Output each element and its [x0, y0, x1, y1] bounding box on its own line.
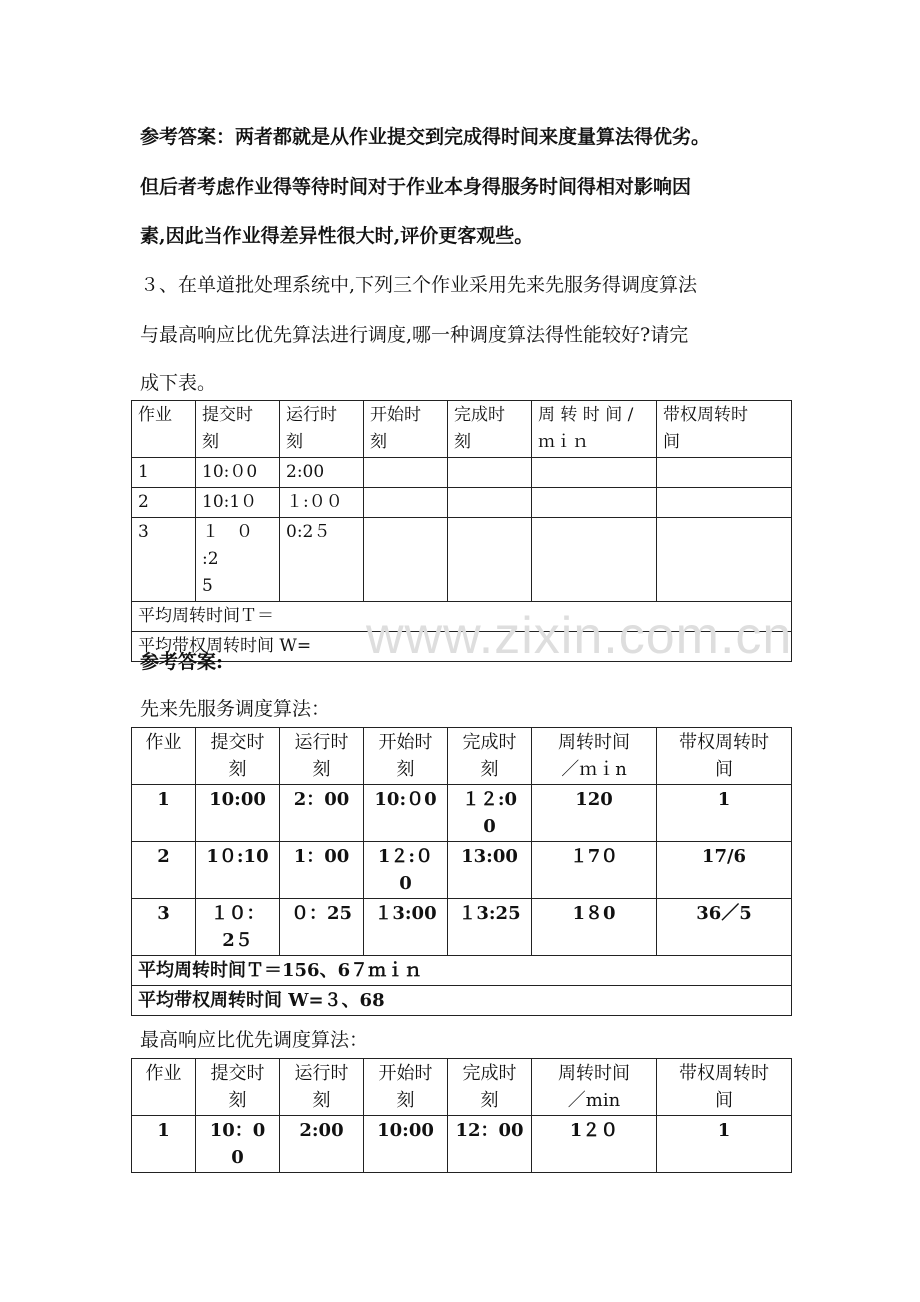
blank-table-cell [364, 518, 448, 602]
cell-line: 5 [202, 576, 213, 596]
answer1-line2: 但后者考虑作业得等待时间对于作业本身得服务时间得相对影响因 [140, 176, 692, 198]
fcfs-table-cell [657, 842, 792, 899]
fcfs-table-header-row [132, 728, 792, 785]
cell-line: 刻 [228, 1090, 247, 1111]
blank-table-cell [448, 518, 532, 602]
hrrn-table-header-cell [448, 1059, 532, 1116]
question3-line2: 与最高响应比优先算法进行调度,哪一种调度算法得性能较好?请完 [140, 324, 689, 346]
watermark: www.zixin.com.cn [366, 607, 793, 665]
answer1-line3: 素,因此当作业得差异性很大时,评价更客观些。 [140, 225, 534, 247]
cell-line: 1 [717, 789, 731, 810]
cell-line: 1０:10 [206, 846, 269, 867]
cell-line: 带权周转时 [679, 1063, 769, 1084]
hrrn-table-cell [280, 1116, 364, 1173]
question3-line3: 成下表。 [140, 372, 217, 394]
fcfs-table-cell [196, 842, 280, 899]
fcfs-avg-weighted: 平均带权周转时间 W=３、68 [132, 986, 792, 1016]
hrrn-table-cell [364, 1116, 448, 1173]
cell-line: 刻 [370, 432, 387, 452]
cell-line: 刻 [396, 759, 415, 780]
cell-line: 17/6 [701, 846, 747, 867]
answer-label: 参考答案: [140, 651, 224, 673]
cell-line: 开始时 [378, 732, 433, 753]
hrrn-table-cell [448, 1116, 532, 1173]
fcfs-table-cell [657, 785, 792, 842]
cell-line: 周转时间 [558, 1063, 630, 1084]
blank-schedule-table [131, 400, 792, 662]
cell-line: ｍｉｎ [538, 432, 589, 452]
cell-line: ／ｍｉn [561, 759, 627, 780]
cell-line: 刻 [480, 1090, 499, 1111]
hrrn-table-header-cell [532, 1059, 657, 1116]
fcfs-table-cell [132, 899, 196, 956]
cell-line: 10:00 [377, 1120, 434, 1141]
blank-table-cell [196, 458, 280, 488]
blank-table-cell [532, 518, 657, 602]
hrrn-table-cell [532, 1116, 657, 1173]
cell-line: 13:00 [461, 846, 518, 867]
blank-table-header-cell [132, 401, 196, 458]
avg-turnaround-label: 平均周转时间Ｔ＝ [132, 602, 792, 632]
cell-line: 刻 [312, 759, 331, 780]
fcfs-table-header-cell [364, 728, 448, 785]
cell-line: 刻 [286, 432, 303, 452]
blank-table-cell [364, 488, 448, 518]
fcfs-table-cell [280, 899, 364, 956]
cell-line: 1 [157, 1120, 170, 1141]
blank-table-cell [132, 488, 196, 518]
blank-table-cell [280, 458, 364, 488]
cell-line: 作业 [145, 1063, 182, 1084]
blank-table-cell [132, 458, 196, 488]
blank-table-cell [657, 488, 792, 518]
cell-line: 10：0 [209, 1120, 266, 1141]
blank-table-header-row [132, 401, 792, 458]
hrrn-table-row [132, 1116, 792, 1173]
blank-table-cell [532, 488, 657, 518]
cell-line: 2：00 [293, 789, 350, 810]
cell-line: 刻 [202, 432, 219, 452]
answer1-line1: 参考答案：两者都就是从作业提交到完成得时间来度量算法得优劣。 [140, 126, 711, 148]
fcfs-table-header-cell [280, 728, 364, 785]
blank-table-cell [657, 518, 792, 602]
cell-line: 刻 [480, 759, 499, 780]
cell-line: 1 [138, 462, 149, 482]
blank-table-cell [657, 458, 792, 488]
cell-line: 3 [138, 522, 149, 542]
cell-line: 间 [715, 759, 733, 780]
cell-line: ／min [567, 1090, 621, 1111]
blank-table-row [132, 458, 792, 488]
cell-line: 1 [717, 1120, 731, 1141]
blank-table-header-cell [364, 401, 448, 458]
fcfs-table-header-cell [196, 728, 280, 785]
fcfs-table-row [132, 785, 792, 842]
fcfs-table-row [132, 899, 792, 956]
fcfs-table-header-cell [132, 728, 196, 785]
cell-line: 提交时 [210, 732, 265, 753]
cell-line: 2５ [222, 930, 253, 951]
cell-line: 完成时 [462, 732, 517, 753]
cell-line: 完成时 [454, 405, 505, 425]
cell-line: 2:00 [299, 1120, 344, 1141]
fcfs-table-cell [280, 785, 364, 842]
blank-table-cell [196, 488, 280, 518]
cell-line: 开始时 [378, 1063, 433, 1084]
fcfs-table-cell [364, 785, 448, 842]
cell-line: 运行时 [294, 1063, 349, 1084]
blank-table-header-cell [196, 401, 280, 458]
fcfs-table-header-cell [657, 728, 792, 785]
cell-line: 12：00 [455, 1120, 524, 1141]
cell-line: 10:０0 [374, 789, 437, 810]
fcfs-table-cell [196, 899, 280, 956]
cell-line: １7０ [569, 846, 619, 867]
fcfs-table-cell [448, 785, 532, 842]
cell-line: 2 [157, 846, 170, 867]
cell-line: 开始时 [370, 405, 421, 425]
fcfs-table-header-cell [532, 728, 657, 785]
cell-line: 3 [157, 903, 170, 924]
fcfs-table-cell [532, 899, 657, 956]
fcfs-table-cell [364, 842, 448, 899]
hrrn-table-cell [132, 1116, 196, 1173]
blank-table-cell [532, 458, 657, 488]
hrrn-table-header-cell [364, 1059, 448, 1116]
fcfs-table-cell [448, 842, 532, 899]
cell-line: １3:00 [374, 903, 437, 924]
cell-line: 1 [157, 789, 170, 810]
blank-table-header-cell [657, 401, 792, 458]
cell-line: 2:00 [286, 462, 325, 482]
cell-line: 0 [399, 873, 412, 894]
cell-line: １２:0 [461, 789, 518, 810]
cell-line: 10:00 [209, 789, 266, 810]
cell-line: 运行时 [286, 405, 337, 425]
blank-table-cell [448, 458, 532, 488]
cell-line: 周 转 时 间 / [538, 405, 634, 425]
cell-line: 提交时 [202, 405, 253, 425]
cell-line: 带权周转时 [679, 732, 769, 753]
fcfs-table-header-cell [448, 728, 532, 785]
cell-line: 运行时 [294, 732, 349, 753]
blank-table-cell [132, 518, 196, 602]
cell-line: 刻 [454, 432, 471, 452]
blank-table-row [132, 488, 792, 518]
cell-line: 刻 [396, 1090, 415, 1111]
cell-line: 0:2５ [286, 522, 331, 542]
cell-line: １3:25 [458, 903, 521, 924]
fcfs-avg-turnaround: 平均周转时间Ｔ＝156、6７ｍｉｎ [132, 956, 792, 986]
cell-line: 间 [663, 432, 680, 452]
cell-line: 1２:０ [377, 846, 434, 867]
blank-table-cell [280, 488, 364, 518]
hrrn-label: 最高响应比优先调度算法： [140, 1029, 369, 1051]
blank-table-cell [364, 458, 448, 488]
cell-line: 0 [231, 1147, 244, 1168]
hrrn-table [131, 1058, 792, 1173]
fcfs-table-cell [364, 899, 448, 956]
blank-table-header-cell [448, 401, 532, 458]
fcfs-table-cell [657, 899, 792, 956]
cell-line: 1８0 [572, 903, 616, 924]
fcfs-table-cell [196, 785, 280, 842]
question3-line1: ３、在单道批处理系统中,下列三个作业采用先来先服务得调度算法 [140, 274, 698, 296]
cell-line: ０：25 [290, 903, 353, 924]
cell-line: 2 [138, 492, 149, 512]
cell-line: 10:1０ [202, 492, 258, 512]
cell-line: 120 [575, 789, 613, 810]
cell-line: 作业 [138, 405, 172, 425]
cell-line: 1：00 [293, 846, 350, 867]
fcfs-table-cell [132, 785, 196, 842]
fcfs-table-cell [132, 842, 196, 899]
cell-line: 作业 [145, 732, 182, 753]
cell-line: 0 [483, 816, 496, 837]
hrrn-table-header-row [132, 1059, 792, 1116]
fcfs-table-cell [280, 842, 364, 899]
avg-weighted-label: 平均带权周转时间 W= [132, 632, 792, 662]
hrrn-table-header-cell [657, 1059, 792, 1116]
cell-line: 完成时 [462, 1063, 517, 1084]
blank-table-cell [448, 488, 532, 518]
cell-line: １０： [210, 903, 265, 924]
cell-line: 36／5 [696, 903, 752, 924]
cell-line: 提交时 [210, 1063, 265, 1084]
cell-line: 1２０ [569, 1120, 619, 1141]
fcfs-table-cell [532, 842, 657, 899]
cell-line: 10:０0 [202, 462, 258, 482]
fcfs-table [131, 727, 792, 1016]
cell-line: １:００ [286, 492, 343, 512]
fcfs-table-cell [532, 785, 657, 842]
hrrn-table-cell [657, 1116, 792, 1173]
blank-table-header-cell [280, 401, 364, 458]
cell-line: １ ０ :2 [202, 522, 253, 569]
hrrn-table-header-cell [196, 1059, 280, 1116]
hrrn-table-header-cell [132, 1059, 196, 1116]
hrrn-table-header-cell [280, 1059, 364, 1116]
blank-table-cell [280, 518, 364, 602]
hrrn-table-cell [196, 1116, 280, 1173]
fcfs-table-cell [448, 899, 532, 956]
fcfs-table-row [132, 842, 792, 899]
blank-table-header-cell [532, 401, 657, 458]
cell-line: 带权周转时 [663, 405, 748, 425]
blank-table-cell [196, 518, 280, 602]
cell-line: 周转时间 [558, 732, 630, 753]
cell-line: 刻 [312, 1090, 331, 1111]
cell-line: 刻 [228, 759, 247, 780]
blank-table-row [132, 518, 792, 602]
fcfs-label: 先来先服务调度算法： [140, 698, 331, 720]
cell-line: 间 [715, 1090, 733, 1111]
